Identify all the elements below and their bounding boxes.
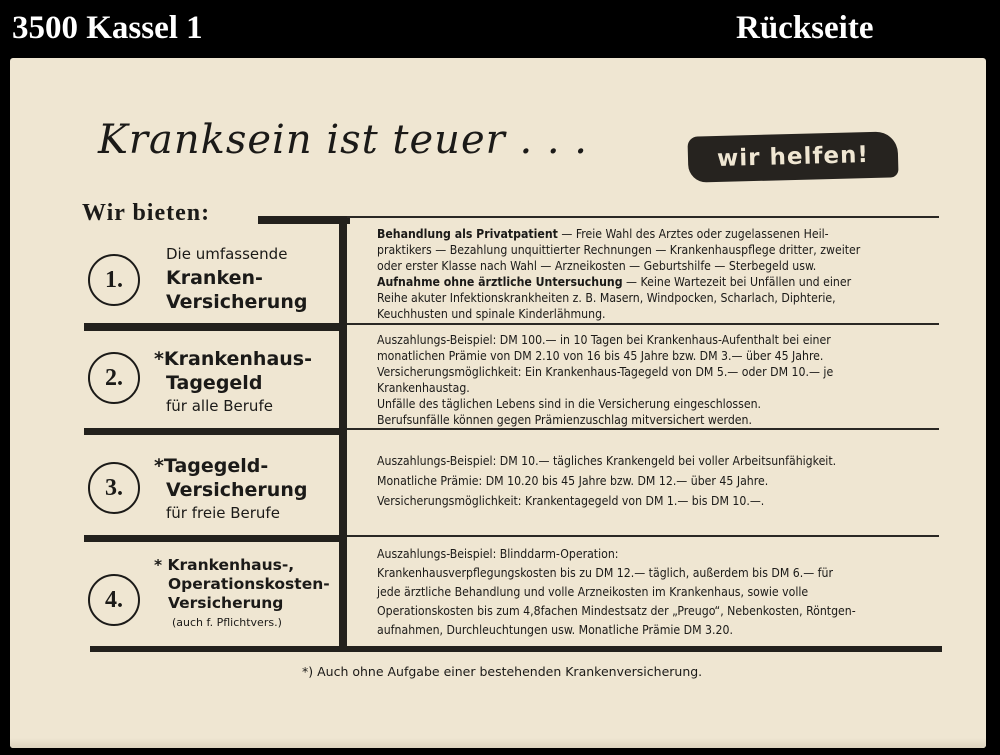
item-4-line4: (auch f. Pflichtvers.) xyxy=(172,616,282,629)
desc-line: Krankenhaustag. xyxy=(377,381,470,395)
desc-line: Monatliche Prämie: DM 10.20 bis 45 Jahre bzw. DM 12.— über 45 Jahre. xyxy=(377,474,769,488)
row-line-2 xyxy=(347,428,939,430)
item-1-line3: Versicherung xyxy=(166,291,308,313)
item-1-line1: Die umfassende xyxy=(166,245,288,263)
item-4-line2: Operationskosten- xyxy=(168,575,330,593)
side-title: Rückseite xyxy=(736,10,874,46)
divider-3 xyxy=(84,535,342,542)
slogan-text: wir helfen! xyxy=(716,142,870,172)
location-title: 3500 Kassel 1 xyxy=(12,10,203,46)
item-1-description xyxy=(377,226,860,322)
desc-line: Aufnahme ohne ärztliche Untersuchung — Keine Wartezeit bei Unfällen und einer xyxy=(377,275,852,289)
desc-line: Auszahlungs-Beispiel: DM 10.— tägliches Krankengeld bei voller Arbeitsunfähigkeit. xyxy=(377,454,837,468)
item-3-description xyxy=(377,451,836,511)
image-header xyxy=(0,0,1000,58)
desc-line: Behandlung als Privatpatient — Freie Wahl des Arztes oder zugelassenen Heil- xyxy=(377,227,829,241)
item-4-description xyxy=(377,545,856,640)
slogan-badge xyxy=(687,131,898,182)
item-2-description xyxy=(377,332,833,428)
desc-line: praktikers — Bezahlung unquittierter Rechnungen — Krankenhauspflege dritter, zweiter xyxy=(377,243,861,257)
top-bar xyxy=(258,216,350,224)
desc-line: Versicherungsmöglichkeit: Krankentagegeld von DM 1.— bis DM 10.—. xyxy=(377,494,765,508)
desc-line: Berufsunfälle können gegen Prämienzuschlag mitversichert werden. xyxy=(377,413,752,427)
desc-line: jede ärztliche Behandlung und volle Arzneikosten im Krankenhaus, sowie volle xyxy=(377,585,809,599)
desc-line: Operationskosten bis zum 4,8fachen Mindestsatz der „Preugo“, Nebenkosten, Röntgen- xyxy=(377,604,856,618)
item-4-line3: Versicherung xyxy=(168,594,284,612)
item-number-4: 4. xyxy=(88,574,140,626)
item-number-3: 3. xyxy=(88,462,140,514)
item-4-line1: * Krankenhaus-, xyxy=(154,556,295,574)
footnote: *) Auch ohne Aufgabe einer bestehenden Krankenversicherung. xyxy=(302,664,703,679)
desc-line: Krankenhausverpflegungskosten bis zu DM 12.— täglich, außerdem bis DM 6.— für xyxy=(377,566,833,580)
item-number-2: 2. xyxy=(88,352,140,404)
card-bottom-edge xyxy=(10,738,986,748)
desc-line: Keuchhusten und spinale Kinderlähmung. xyxy=(377,307,606,321)
item-1-line2: Kranken- xyxy=(166,267,263,289)
desc-line: aufnahmen, Durchleuchtungen usw. Monatliche Prämie DM 3.20. xyxy=(377,623,733,637)
desc-line: oder erster Klasse nach Wahl — Arzneikosten — Geburtshilfe — Sterbegeld usw. xyxy=(377,259,817,273)
item-3-line2: Versicherung xyxy=(166,479,308,501)
postcard-back xyxy=(10,58,986,748)
desc-line: monatlichen Prämie von DM 2.10 von 16 bis 45 Jahre bzw. DM 3.— über 45 Jahre. xyxy=(377,349,824,363)
item-2-line1: *Krankenhaus- xyxy=(154,348,312,370)
item-3-line1: *Tagegeld- xyxy=(154,455,269,477)
row-line-top xyxy=(347,216,939,218)
row-line-3 xyxy=(347,535,939,537)
item-3-line3: für freie Berufe xyxy=(166,504,280,522)
desc-line: Unfälle des täglichen Lebens sind in die Versicherung eingeschlossen. xyxy=(377,397,762,411)
item-2-line3: für alle Berufe xyxy=(166,397,273,415)
item-2-line2: Tagegeld xyxy=(166,372,263,394)
bottom-bar xyxy=(90,646,942,652)
desc-line: Auszahlungs-Beispiel: DM 100.— in 10 Tagen bei Krankenhaus-Aufenthalt bei einer xyxy=(377,333,831,347)
desc-line: Auszahlungs-Beispiel: Blinddarm-Operation: xyxy=(377,547,619,561)
divider-2 xyxy=(84,428,342,435)
desc-line: Versicherungsmöglichkeit: Ein Krankenhaus-Tagegeld von DM 5.— oder DM 10.— je xyxy=(377,365,834,379)
desc-line: Reihe akuter Infektionskrankheiten z. B. Masern, Windpocken, Scharlach, Diphterie, xyxy=(377,291,836,305)
divider-1 xyxy=(84,323,342,331)
headline: Kranksein ist teuer . . . xyxy=(98,117,589,163)
item-number-1: 1. xyxy=(88,254,140,306)
offer-title: Wir bieten: xyxy=(82,200,211,226)
row-line-1 xyxy=(347,323,939,325)
